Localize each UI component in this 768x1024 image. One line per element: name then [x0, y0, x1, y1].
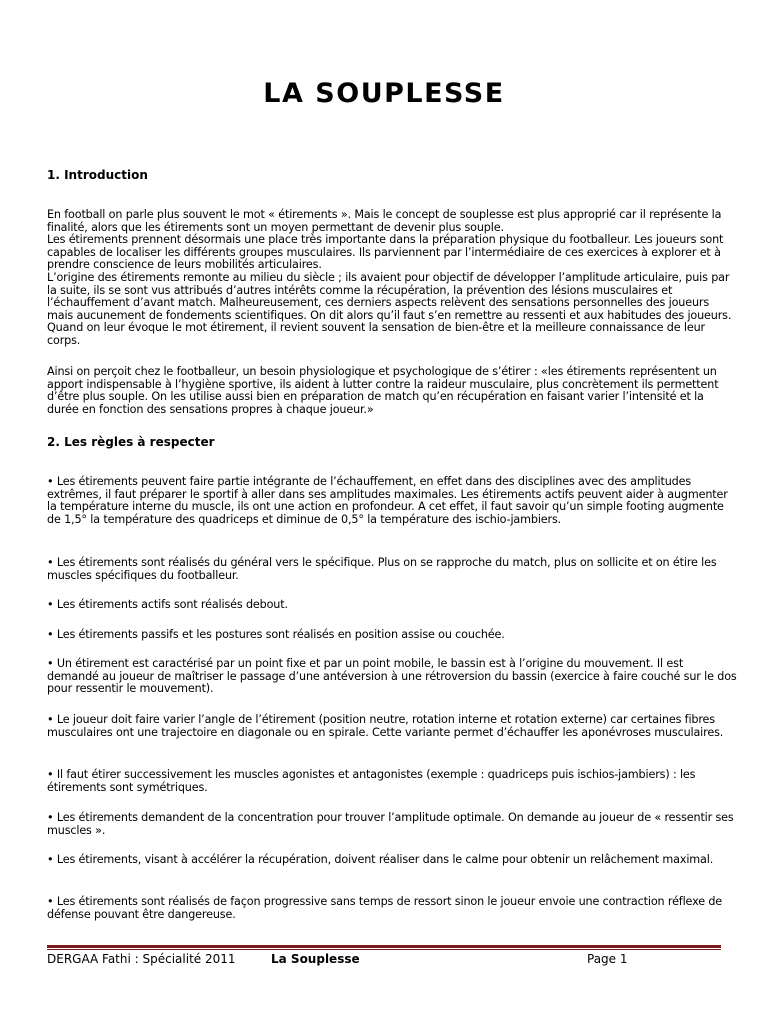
section-heading-introduction: 1. Introduction: [47, 168, 148, 182]
footer-divider-thin: [47, 949, 721, 950]
footer-title: La Souplesse: [271, 952, 360, 966]
footer-page-number: Page 1: [587, 952, 628, 966]
bullet-item: • Les étirements sont réalisés de façon progressive sans temps de ressort sinon le joueur envoie une contraction réflexe de défense pouvant être dangereuse.: [47, 895, 723, 921]
bullet-item: • Les étirements actifs sont réalisés debout.: [47, 598, 288, 611]
bullet-item: • Le joueur doit faire varier l’angle de l’étirement (position neutre, rotation interne et rotation externe) car certaines fibres musculaires ont une trajectoire en diagonale ou en spirale. Cette variante permet d’échauffer les aponévroses musculaires.: [47, 713, 724, 739]
bullet-item: • Les étirements, visant à accélérer la récupération, doivent réaliser dans le calme pour obtenir un relâchement maximal.: [47, 853, 714, 866]
footer-divider: [47, 945, 721, 948]
bullet-item: • Il faut étirer successivement les muscles agonistes et antagonistes (exemple : quadriceps puis ischios-jambiers) : les étirements sont symétriques.: [47, 768, 696, 794]
document-title: LA SOUPLESSE: [263, 78, 505, 109]
paragraph: L’origine des étirements remonte au milieu du siècle ; ils avaient pour objectif de développer l’amplitude articulaire, puis par la suite, ils se sont vus attribués d’autres intérêts comme la récupération, la prévention des lésions musculaires et l’échauffement d’avant match. Malheureusement, ces derniers aspects relèvent des sensations personnelles des joueurs mais aucunement de fondements scientifiques. On dit alors qu’il faut s’en remettre au ressenti et aux habitudes des joueurs. Quand on leur évoque le mot étirement, il revient souvent la sensation de bien-être et la meilleure connaissance de leur corps.: [47, 270, 732, 347]
bullet-item: • Un étirement est caractérisé par un point fixe et par un point mobile, le bassin est à l’origine du mouvement. Il est demandé au joueur de maîtriser le passage d’une antéversion à une rétroversion du bassin (exercice à faire couché sur le dos pour ressentir le mouvement).: [47, 657, 737, 696]
bullet-item: • Les étirements peuvent faire partie intégrante de l’échauffement, en effet dans des disciplines avec des amplitudes extrêmes, il faut préparer le sportif à aller dans ses amplitudes maximales. Les étirements actifs peuvent aider à augmenter la température interne du muscle, ils ont une action en profondeur. A cet effet, il faut savoir qu’un simple footing augmente de 1,5° la température des quadriceps et diminue de 0,5° la température des ischio-jambiers.: [47, 475, 728, 526]
bullet-item: • Les étirements sont réalisés du général vers le spécifique. Plus on se rapproche du match, plus on sollicite et on étire les muscles spécifiques du footballeur.: [47, 556, 717, 582]
bullet-item: • Les étirements demandent de la concentration pour trouver l’amplitude optimale. On demande au joueur de « ressentir ses muscles ».: [47, 811, 734, 837]
paragraph: Les étirements prennent désormais une place très importante dans la préparation physique du footballeur. Les joueurs sont capables de localiser les différents groupes musculaires. Ils parviennent par l’intermédiaire de ces exercices à explorer et à prendre conscience de leurs mobilités articulaires.: [47, 233, 724, 272]
bullet-item: • Les étirements passifs et les postures sont réalisés en position assise ou couchée.: [47, 628, 505, 641]
intro-paragraphs-block: [47, 209, 737, 348]
footer-author: DERGAA Fathi : Spécialité 2011: [47, 952, 236, 966]
paragraph: En football on parle plus souvent le mot « étirements ». Mais le concept de souplesse est plus approprié car il représente la finalité, alors que les étirements sont un moyen permettant de devenir plus souple.: [47, 208, 722, 234]
intro-quote-paragraph: Ainsi on perçoit chez le footballeur, un besoin physiologique et psychologique de s’étirer : «les étirements représentent un apport indispensable à l’hygiène sportive, ils aident à lutter contre la raideur musculaire, plus concrètement ils permettent d’être plus souple. On les utilise aussi bien en préparation de match qu’en récupération en faisant varier l’intensité et la durée en fonction des sensations propres à chaque joueur.»: [47, 365, 719, 416]
section-heading-rules: 2. Les règles à respecter: [47, 435, 215, 449]
